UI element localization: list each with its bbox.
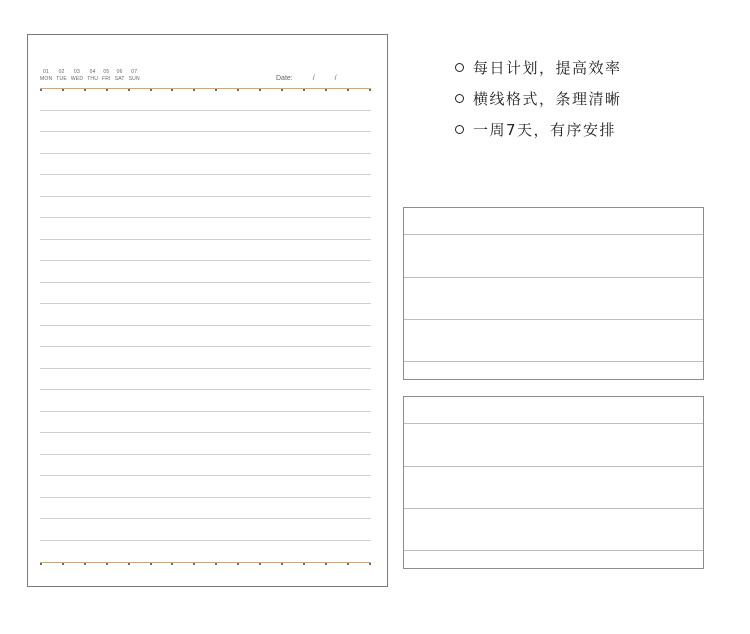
day-name: TUE <box>56 76 67 82</box>
circle-bullet-icon <box>455 63 464 72</box>
day-mon[interactable] <box>40 69 52 83</box>
tick-mark <box>259 89 261 91</box>
ruled-line <box>40 368 371 369</box>
tick-mark <box>84 563 86 565</box>
ruled-line <box>40 454 371 455</box>
tick-mark <box>347 89 349 91</box>
day-thu[interactable] <box>87 69 98 83</box>
ruled-line <box>40 303 371 304</box>
day-sun[interactable] <box>129 69 140 83</box>
tick-mark <box>40 563 42 565</box>
feature-item <box>455 56 622 78</box>
tick-mark <box>62 563 64 565</box>
tick-mark <box>128 563 130 565</box>
date-separator: / <box>334 75 337 82</box>
ruled-line <box>40 540 371 541</box>
ruled-line <box>40 518 371 519</box>
ruled-line <box>40 432 371 433</box>
day-number: 06 <box>116 69 123 75</box>
tick-mark <box>281 563 283 565</box>
ruled-line <box>404 361 703 362</box>
ruled-line <box>40 131 371 132</box>
ruled-line <box>40 260 371 261</box>
tick-mark <box>193 563 195 565</box>
date-field[interactable] <box>276 75 337 82</box>
ruled-line <box>404 277 703 278</box>
day-name: FRI <box>102 76 111 82</box>
circle-bullet-icon <box>455 94 464 103</box>
ruled-line <box>40 346 371 347</box>
ruled-sample-box <box>403 396 704 569</box>
tick-mark <box>347 563 349 565</box>
day-number: 02 <box>58 69 65 75</box>
tick-mark <box>325 89 327 91</box>
tick-mark <box>106 563 108 565</box>
ruled-line <box>40 411 371 412</box>
circle-bullet-icon <box>455 125 464 134</box>
ruled-line <box>404 423 703 424</box>
date-label: Date: <box>276 75 293 82</box>
tick-mark <box>237 89 239 91</box>
tick-mark <box>369 563 371 565</box>
ruled-line <box>404 319 703 320</box>
day-number: 01 <box>43 69 50 75</box>
tick-mark <box>84 89 86 91</box>
ruled-line <box>404 508 703 509</box>
tick-mark <box>150 563 152 565</box>
ruled-line <box>40 196 371 197</box>
ruled-line <box>40 239 371 240</box>
accent-rule <box>40 562 371 563</box>
day-name: WED <box>70 76 84 82</box>
ruled-line <box>404 466 703 467</box>
day-number: 03 <box>74 69 80 75</box>
tick-mark <box>281 89 283 91</box>
feature-item <box>455 87 622 109</box>
day-name: THU <box>87 76 99 82</box>
ruled-sample-box <box>403 207 704 380</box>
tick-mark <box>303 89 305 91</box>
day-wed[interactable] <box>71 69 83 83</box>
ruled-line <box>40 475 371 476</box>
tick-mark <box>193 89 195 91</box>
tick-mark <box>369 89 371 91</box>
ruled-line <box>404 234 703 235</box>
tick-mark <box>150 89 152 91</box>
ruled-line <box>40 389 371 390</box>
ruled-line <box>40 153 371 154</box>
date-separator: / <box>312 75 315 82</box>
tick-mark <box>215 563 217 565</box>
day-tue[interactable] <box>56 69 67 83</box>
tick-mark <box>171 563 173 565</box>
tick-mark <box>325 563 327 565</box>
day-sat[interactable] <box>115 69 125 83</box>
ruled-line <box>40 325 371 326</box>
feature-item <box>455 118 622 140</box>
tick-mark <box>303 563 305 565</box>
tick-mark <box>40 89 42 91</box>
day-number: 04 <box>89 69 96 75</box>
tick-mark <box>259 563 261 565</box>
tick-mark <box>215 89 217 91</box>
tick-mark <box>62 89 64 91</box>
feature-text: 一周7天，有序安排 <box>473 120 617 139</box>
feature-text: 横线格式，条理清晰 <box>473 89 622 108</box>
ruled-line <box>40 217 371 218</box>
day-number: 07 <box>131 69 138 75</box>
notebook-page <box>27 34 388 587</box>
feature-text: 每日计划，提高效率 <box>473 58 622 77</box>
day-name: MON <box>40 76 53 82</box>
feature-list <box>455 56 622 149</box>
tick-mark <box>237 563 239 565</box>
accent-rule <box>40 88 371 89</box>
tick-mark <box>171 89 173 91</box>
day-name: SAT <box>114 76 125 82</box>
day-fri[interactable] <box>102 69 111 83</box>
ruled-line <box>40 497 371 498</box>
ruled-line <box>40 174 371 175</box>
tick-mark <box>128 89 130 91</box>
day-number: 05 <box>103 69 110 75</box>
ruled-line <box>404 550 703 551</box>
day-name: SUN <box>128 76 140 82</box>
ruled-line <box>40 282 371 283</box>
weekday-selector <box>40 69 140 83</box>
tick-mark <box>106 89 108 91</box>
ruled-line <box>40 110 371 111</box>
